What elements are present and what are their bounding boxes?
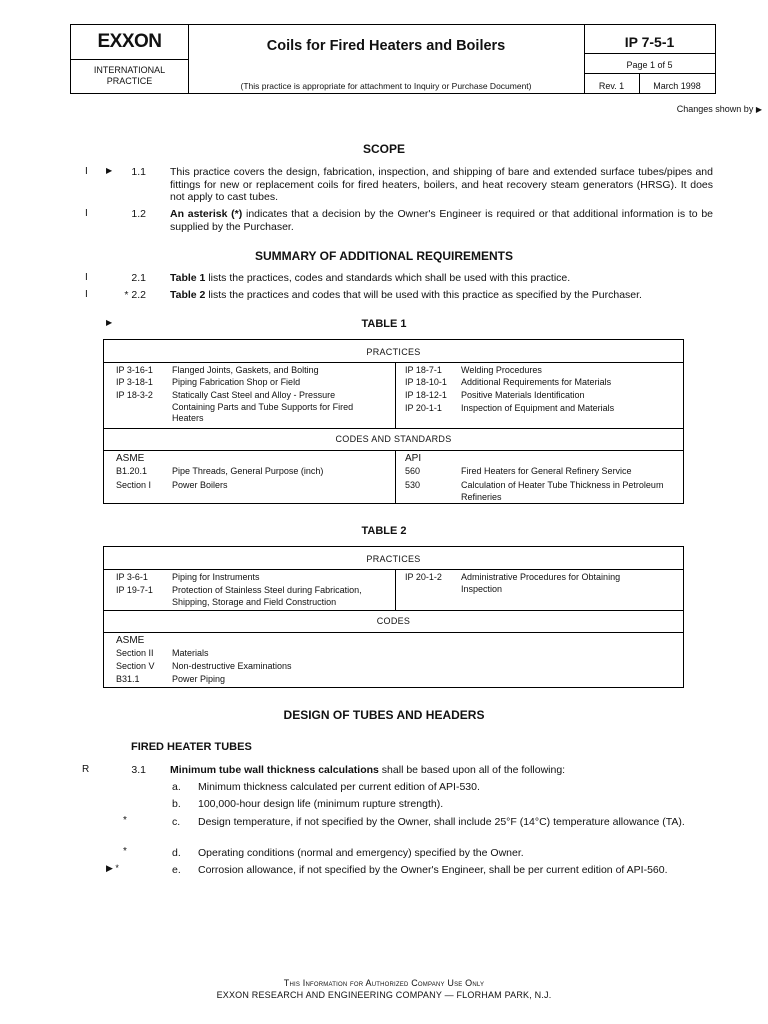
table-cell-code: IP 18-10-1: [405, 377, 447, 387]
document-note: (This practice is appropriate for attachment to Inquiry or Purchase Document): [240, 81, 532, 91]
footer-notice: This Information for Authorized Company Use Only: [283, 978, 485, 988]
table-title: TABLE 2: [361, 525, 407, 537]
table-cell-desc: Protection of Stainless Steel during Fabrication, Shipping, Storage and Field Construction: [172, 585, 362, 607]
table-cell-code: IP 18-7-1: [405, 365, 442, 375]
list-label: b.: [172, 798, 181, 810]
list-label: a.: [172, 781, 181, 793]
table-cell-desc: Fired Heaters for General Refinery Service: [461, 466, 632, 476]
paragraph-body: shall be based upon all of the following:: [378, 764, 566, 776]
asterisk-mark: ▶ *: [106, 863, 119, 873]
table-cell-desc: Materials: [172, 648, 209, 658]
table-rule: [104, 362, 683, 363]
table-org: ASME: [116, 635, 145, 646]
change-marker-icon: ▶: [106, 318, 113, 327]
subsection-heading: FIRED HEATER TUBES: [131, 741, 252, 753]
table-cell-code: IP 3-18-1: [116, 377, 153, 387]
table-2: [103, 546, 684, 688]
paragraph-number: * 2.2: [124, 289, 146, 301]
list-item: Operating conditions (normal and emergency) specified by the Owner.: [198, 847, 524, 859]
section-heading-summary: SUMMARY OF ADDITIONAL REQUIREMENTS: [254, 249, 513, 263]
margin-mark: R: [82, 764, 90, 775]
divider: [584, 53, 715, 54]
table-cell-desc: Non-destructive Examinations: [172, 661, 292, 671]
list-item: 100,000-hour design life (minimum rupture strength).: [198, 798, 444, 810]
table-cell-desc: Additional Requirements for Materials: [461, 377, 612, 387]
document-title: Coils for Fired Heaters and Boilers: [266, 38, 506, 54]
table-rule: [104, 632, 683, 633]
margin-mark: I: [85, 166, 88, 177]
paragraph-bold: An asterisk (*): [170, 208, 243, 220]
table-title: TABLE 1: [361, 318, 407, 330]
change-marker-icon: ▶: [755, 105, 762, 114]
table-cell-code: IP 3-6-1: [116, 572, 148, 582]
table-cell-desc: Pipe Threads, General Purpose (inch): [172, 466, 324, 476]
table-section-header: CODES: [376, 616, 411, 626]
table-org: ASME: [116, 453, 145, 464]
paragraph-body: lists the practices and codes that will be used with this practice as specified by the Purchaser.: [205, 289, 642, 301]
paragraph-number: 2.1: [131, 272, 146, 284]
paragraph-number: 3.1: [131, 764, 146, 776]
table-column-rule: [395, 569, 396, 610]
changes-note-text: Changes shown by: [676, 104, 754, 114]
table-cell-desc: Statically Cast Steel and Alloy - Pressure Containing Parts and Tube Supports for Fired Heaters: [172, 390, 354, 423]
paragraph-number: 1.1: [131, 166, 146, 178]
table-cell-desc: Administrative Procedures for Obtaining Inspection: [461, 572, 621, 594]
table-cell-code: IP 20-1-2: [405, 572, 442, 582]
table-cell-desc: Power Piping: [172, 674, 226, 684]
table-rule: [104, 428, 683, 429]
section-heading-scope: SCOPE: [362, 142, 405, 156]
table-rule: [104, 610, 683, 611]
paragraph-bold: Table 2: [170, 289, 206, 301]
divider: [584, 73, 715, 74]
table-cell-code: IP 19-7-1: [116, 585, 153, 595]
table-cell-desc: Piping for Instruments: [172, 572, 260, 582]
asterisk-mark: *: [123, 846, 127, 857]
table-cell-code: Section I: [116, 480, 152, 490]
paragraph-number: 1.2: [131, 208, 146, 220]
paragraph-text: [170, 764, 713, 777]
list-item: Corrosion allowance, if not specified by the Owner's Engineer, shall be per current edition of API-560.: [198, 864, 668, 876]
paragraph-text: [170, 272, 713, 285]
list-label: e.: [172, 864, 181, 876]
document-number: IP 7-5-1: [624, 34, 675, 50]
table-rule: [104, 569, 683, 570]
table-cell-code: IP 3-16-1: [116, 365, 153, 375]
table-cell-code: B1.20.1: [116, 466, 148, 476]
table-cell-desc: Power Boilers: [172, 480, 228, 490]
revision: Rev. 1: [598, 81, 625, 91]
section-heading-design: DESIGN OF TUBES AND HEADERS: [283, 708, 485, 722]
list-label: c.: [172, 816, 181, 828]
table-cell-desc: Positive Materials Identification: [461, 390, 585, 400]
table-section-header: PRACTICES: [366, 347, 421, 357]
change-marker-icon: ▶: [106, 166, 113, 175]
logo-sub-line: PRACTICE: [106, 76, 153, 86]
asterisk-mark: *: [123, 815, 127, 826]
paragraph-text: This practice covers the design, fabrication, inspection, and shipping of bare and extended surface tubes/pipes and fittings for new or replacement coils for fired heaters, boilers, and heat recovery steam generators (HRSG). It does not apply to cast tubes.: [170, 166, 713, 203]
table-cell-desc: Welding Procedures: [461, 365, 542, 375]
paragraph-body: lists the practices, codes and standards which shall be used with this practice.: [205, 272, 571, 284]
exxon-logo: EXXON: [97, 31, 162, 52]
table-cell-code: 530: [405, 480, 421, 490]
table-section-header: PRACTICES: [366, 554, 421, 564]
table-cell-code: 560: [405, 466, 421, 476]
margin-mark: I: [85, 272, 88, 283]
table-cell-desc: Piping Fabrication Shop or Field: [172, 377, 301, 387]
list-label: d.: [172, 847, 181, 859]
table-cell-desc: Flanged Joints, Gaskets, and Bolting: [172, 365, 319, 375]
page-indicator: Page 1 of 5: [626, 60, 673, 70]
table-cell-code: IP 20-1-1: [405, 403, 442, 413]
list-item: Minimum thickness calculated per current edition of API-530.: [198, 781, 480, 793]
margin-mark: I: [85, 289, 88, 300]
changes-note: [677, 104, 762, 114]
list-item: Design temperature, if not specified by the Owner, shall include 25°F (14°C) temperature allowance (TA).: [198, 816, 685, 828]
table-cell-desc: Calculation of Heater Tube Thickness in Petroleum Refineries: [461, 480, 664, 502]
table-cell-code: Section II: [116, 648, 154, 658]
logo-sub-line: INTERNATIONAL: [93, 65, 166, 75]
paragraph-bold: Minimum tube wall thickness calculations: [170, 764, 379, 776]
paragraph-text: [170, 208, 713, 233]
paragraph-bold: Table 1: [170, 272, 206, 284]
table-column-rule: [395, 450, 396, 504]
document-header: [70, 24, 716, 94]
footer-company: EXXON RESEARCH AND ENGINEERING COMPANY — FLORHAM PARK, N.J.: [216, 990, 552, 1000]
table-1: [103, 339, 684, 504]
paragraph-text: [170, 289, 713, 302]
divider: [71, 59, 188, 60]
table-cell-code: IP 18-3-2: [116, 390, 153, 400]
table-org: API: [405, 453, 422, 464]
table-cell-code: IP 18-12-1: [405, 390, 447, 400]
paragraph-body: indicates that a decision by the Owner's Engineer is required or that additional information is to be supplied by the Purchaser.: [170, 208, 713, 233]
table-cell-desc: Inspection of Equipment and Materials: [461, 403, 615, 413]
revision-date: March 1998: [653, 81, 701, 91]
table-section-header: CODES AND STANDARDS: [335, 434, 452, 444]
logo-subtitle: [71, 65, 188, 87]
table-rule: [104, 450, 683, 451]
margin-mark: I: [85, 208, 88, 219]
table-cell-code: Section V: [116, 661, 155, 671]
table-cell-code: B31.1: [116, 674, 140, 684]
table-column-rule: [395, 362, 396, 428]
